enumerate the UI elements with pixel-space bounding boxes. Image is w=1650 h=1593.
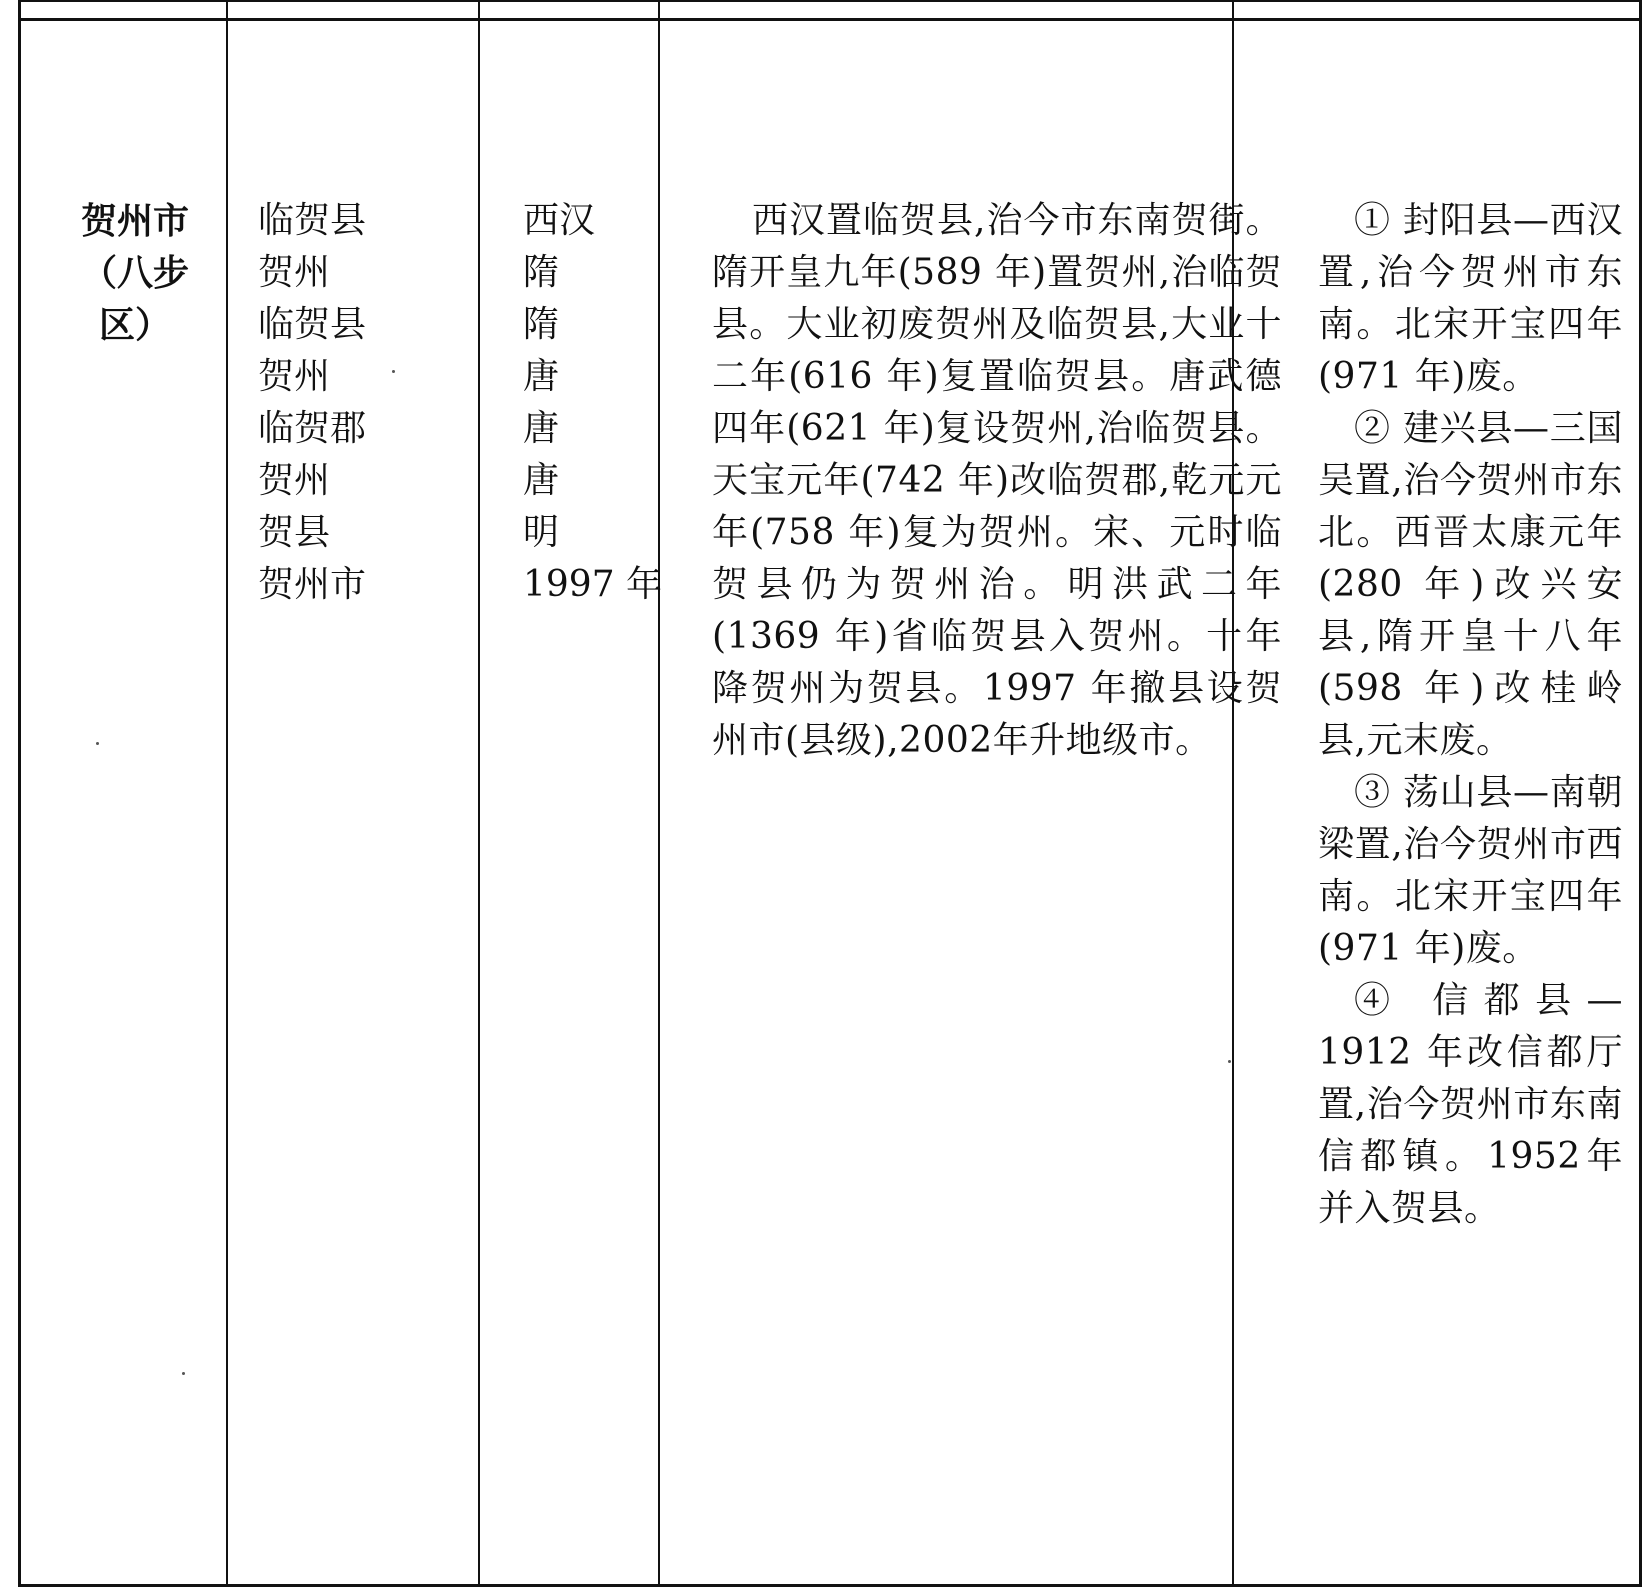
historical-name: 临贺县 <box>258 304 367 345</box>
scan-speck <box>392 370 395 373</box>
historical-name: 贺县 <box>258 512 331 553</box>
place-name-cell <box>60 195 210 351</box>
scan-speck <box>96 742 99 745</box>
column-divider <box>478 0 480 1587</box>
era: 唐 <box>523 408 560 449</box>
era: 西汉 <box>523 200 596 241</box>
note-item: ② 建兴县—三国吴置,治今贺州市东北。西晋太康元年(280 年)改兴安县,隋开皇十八年 (598 年)改桂岭县,元末废。 <box>1318 408 1623 761</box>
notes-cell <box>1318 195 1623 1235</box>
district-name: （八步区） <box>80 252 189 346</box>
historical-name: 贺州 <box>258 356 331 397</box>
historical-names-cell <box>258 195 478 611</box>
era: 唐 <box>523 460 560 501</box>
column-divider <box>226 0 228 1587</box>
era-cell <box>523 195 683 611</box>
era: 明 <box>523 512 560 553</box>
historical-name: 贺州 <box>258 460 331 501</box>
note-item: ④ 信都县—1912 年改信都厅置,治今贺州市东南信都镇。1952年并入贺县。 <box>1318 980 1623 1229</box>
era: 1997 年 <box>523 564 663 605</box>
scan-speck <box>1228 1060 1231 1063</box>
history-cell: 西汉置临贺县,治今市东南贺街。隋开皇九年(589 年)置贺州,治临贺县。大业初废贺州及临贺县,大业十二年(616 年)复置临贺县。唐武德四年(621 年)复设贺州,治临贺县。天宝元年(742 年)改临贺郡,乾元元年(758 年)复为贺州。宋、元时临贺县仍为贺州治。明洪武二年(1369 年)省临贺县入贺州。十年降贺州为贺县。1997 年撤县设贺州市(县级),2002年升地级市。 <box>712 200 1282 761</box>
era: 隋 <box>523 252 560 293</box>
historical-name: 临贺郡 <box>258 408 367 449</box>
note-item: ① 封阳县—西汉置,治今贺州市东南。北宋开宝四年(971 年)废。 <box>1318 200 1623 397</box>
place-name: 贺州市 <box>80 200 189 242</box>
era: 隋 <box>523 304 560 345</box>
historical-name: 临贺县 <box>258 200 367 241</box>
era: 唐 <box>523 356 560 397</box>
historical-name: 贺州 <box>258 252 331 293</box>
scan-speck <box>182 1372 185 1375</box>
historical-name: 贺州市 <box>258 564 367 605</box>
note-item: ③ 荡山县—南朝梁置,治今贺州市西南。北宋开宝四年(971 年)废。 <box>1318 772 1623 969</box>
